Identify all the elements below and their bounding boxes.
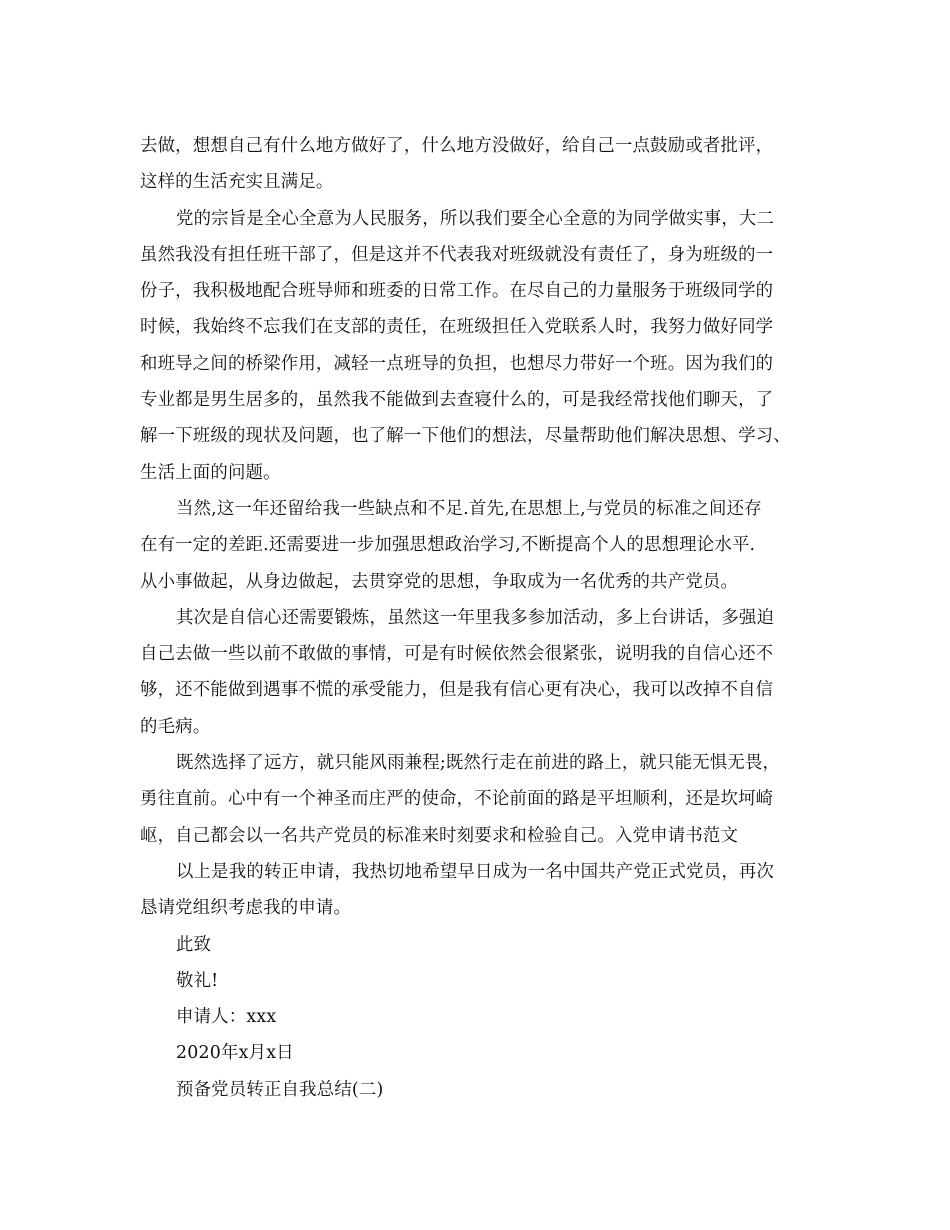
paragraph-start-line: 其次是自信心还需要锻炼，虽然这一年里我多参加活动，多上台讲话，多强迫 bbox=[176, 607, 775, 628]
text-line: 在有一定的差距.还需要进一步加强思想政治学习,不断提高个人的思想理论水平. bbox=[140, 535, 756, 556]
date-line: 2020年x月x日 bbox=[176, 1043, 294, 1064]
paragraph-start-line: 以上是我的转正申请，我热切地希望早日成为一名中国共产党正式党员，再次 bbox=[176, 861, 775, 882]
text-line: 和班导之间的桥梁作用，减轻一点班导的负担，也想尽力带好一个班。因为我们的 bbox=[140, 353, 774, 374]
text-line: 岖，自己都会以一名共产党员的标准来时刻要求和检验自己。入党申请书范文 bbox=[140, 825, 739, 846]
text-line: 生活上面的问题。 bbox=[140, 462, 281, 483]
paragraph-start-line: 既然选择了远方，就只能风雨兼程;既然行走在前进的路上，就只能无惧无畏， bbox=[176, 753, 781, 774]
text-line: 的毛病。 bbox=[140, 716, 211, 737]
text-line: 够，还不能做到遇事不慌的承受能力，但是我有信心更有决心，我可以改掉不自信 bbox=[140, 680, 774, 701]
text-line: 时候，我始终不忘我们在支部的责任，在班级担任入党联系人时，我努力做好同学 bbox=[140, 317, 774, 338]
text-line: 解一下班级的现状及问题，也了解一下他们的想法，尽量帮助他们解决思想、学习、 bbox=[140, 426, 791, 447]
closing-salutation: 此致 bbox=[176, 934, 212, 955]
text-line: 恳请党组织考虑我的申请。 bbox=[140, 898, 352, 919]
paragraph-start-line: 党的宗旨是全心全意为人民服务，所以我们要全心全意的为同学做实事，大二 bbox=[176, 208, 775, 229]
text-line: 份子，我积极地配合班导师和班委的日常工作。在尽自己的力量服务于班级同学的 bbox=[140, 281, 774, 302]
paragraph-start-line: 当然,这一年还留给我一些缺点和不足.首先,在思想上,与党员的标准之间还存 bbox=[176, 498, 762, 519]
text-line: 专业都是男生居多的，虽然我不能做到去查寝什么的，可是我经常找他们聊天，了 bbox=[140, 390, 774, 411]
applicant-line: 申请人：xxx bbox=[176, 1007, 277, 1028]
document-body bbox=[140, 128, 820, 1108]
text-line: 从小事做起，从身边做起，去贯穿党的思想，争取成为一名优秀的共产党员。 bbox=[140, 571, 739, 592]
text-line: 这样的生活充实且满足。 bbox=[140, 172, 334, 193]
closing-regards: 敬礼! bbox=[176, 970, 219, 991]
text-line: 勇往直前。心中有一个神圣而庄严的使命，不论前面的路是平坦顺利，还是坎坷崎 bbox=[140, 789, 774, 810]
text-line: 虽然我没有担任班干部了，但是这并不代表我对班级就没有责任了，身为班级的一 bbox=[140, 244, 774, 265]
text-line: 去做，想想自己有什么地方做好了，什么地方没做好，给自己一点鼓励或者批评， bbox=[140, 136, 774, 156]
text-line: 自己去做一些以前不敢做的事情，可是有时候依然会很紧张，说明我的自信心还不 bbox=[140, 644, 774, 665]
section-heading: 预备党员转正自我总结(二) bbox=[176, 1079, 384, 1100]
